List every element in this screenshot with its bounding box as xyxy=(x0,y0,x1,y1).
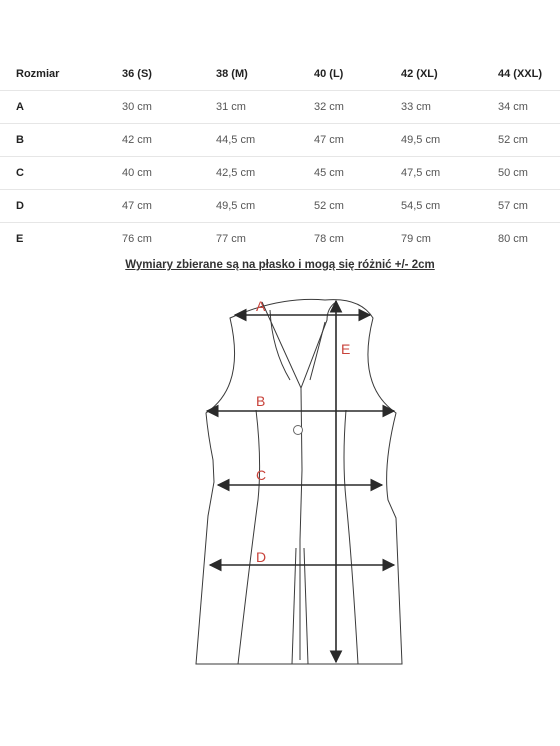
measure-label-a: A xyxy=(256,298,266,314)
measure-label-d: D xyxy=(256,549,267,565)
table-cell: 34 cm xyxy=(498,91,560,124)
measure-label-c: C xyxy=(256,467,267,483)
table-cell: 45 cm xyxy=(314,157,401,190)
table-cell: 57 cm xyxy=(498,190,560,223)
row-label: B xyxy=(0,124,122,157)
measurement-note: Wymiary zbierane są na płasko i mogą się różnić +/- 2cm xyxy=(125,259,435,271)
row-label: C xyxy=(0,157,122,190)
table-cell: 80 cm xyxy=(498,233,528,245)
table-cell: 42,5 cm xyxy=(216,157,314,190)
table-cell: 77 cm xyxy=(216,233,246,245)
table-cell: 31 cm xyxy=(216,91,314,124)
table-cell: 49,5 cm xyxy=(401,124,498,157)
table-cell: 76 cm xyxy=(122,233,152,245)
header-size: Rozmiar xyxy=(0,58,122,91)
table-cell: 47 cm xyxy=(122,190,216,223)
measure-label-b: B xyxy=(256,393,266,409)
header-size-m: 38 (M) xyxy=(216,58,314,91)
table-cell: 54,5 cm xyxy=(401,190,498,223)
table-cell: 32 cm xyxy=(314,91,401,124)
table-cell: 79 cm xyxy=(401,233,431,245)
table-cell: 47 cm xyxy=(314,124,401,157)
table-cell: 33 cm xyxy=(401,91,498,124)
button-icon xyxy=(294,426,303,435)
row-label: A xyxy=(0,91,122,124)
row-label: E xyxy=(16,233,24,245)
row-label: D xyxy=(0,190,122,223)
table-cell: 50 cm xyxy=(498,157,560,190)
table-cell: 49,5 cm xyxy=(216,190,314,223)
table-cell: 30 cm xyxy=(122,91,216,124)
table-cell: 47,5 cm xyxy=(401,157,498,190)
table-cell: 78 cm xyxy=(314,233,344,245)
measure-label-e: E xyxy=(341,341,351,357)
header-size-l: 40 (L) xyxy=(314,58,401,91)
header-size-xxl: 44 (XXL) xyxy=(498,58,560,91)
table-cell: 52 cm xyxy=(314,190,401,223)
header-size-s: 36 (S) xyxy=(122,58,216,91)
header-size-xl: 42 (XL) xyxy=(401,58,498,91)
table-cell: 40 cm xyxy=(122,157,216,190)
table-cell: 52 cm xyxy=(498,124,560,157)
table-cell: 42 cm xyxy=(122,124,216,157)
table-cell: 44,5 cm xyxy=(216,124,314,157)
vest-outline xyxy=(196,299,402,664)
